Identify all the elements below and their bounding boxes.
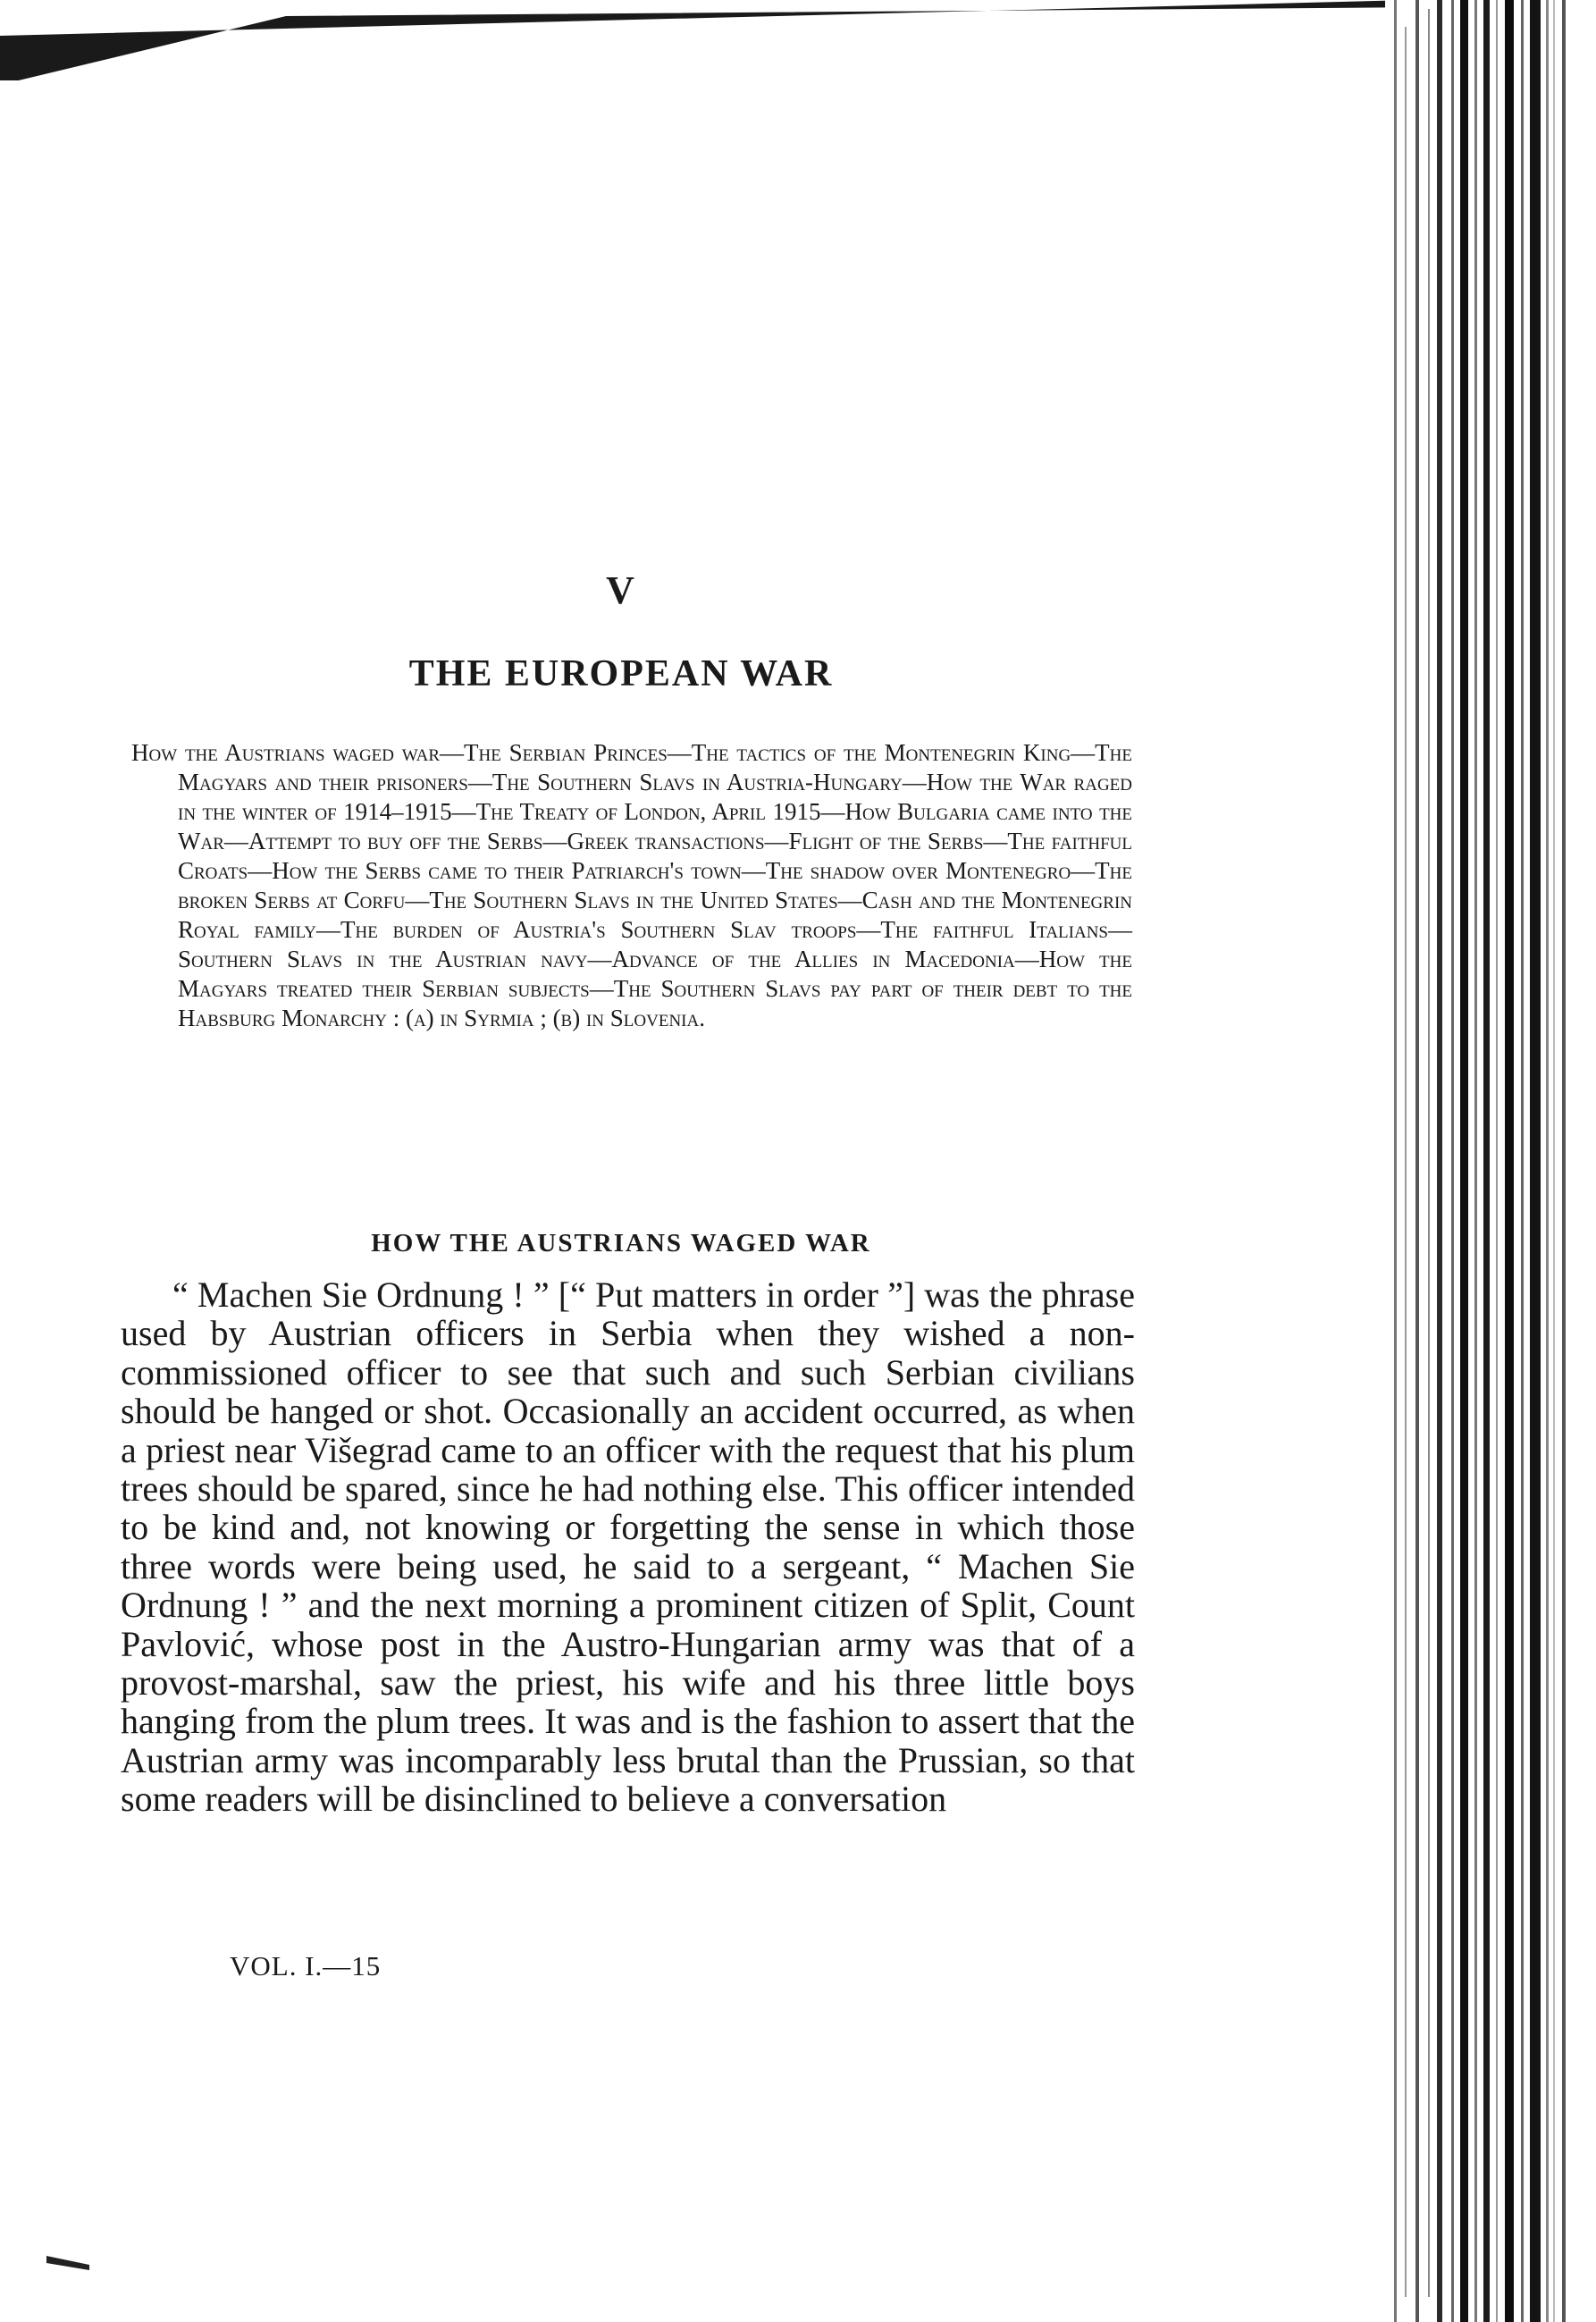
chapter-title: THE EUROPEAN WAR: [408, 653, 834, 694]
body-paragraph: “ Machen Sie Ordnung ! ” [“ Put matters in order ”] was the phrase used by Austrian officers in Serbia when they wished a non-commissioned officer to see that such and such Serbian civilians should be hanged or shot. Occasionally an accident occurred, as when a priest near Višegrad came to an officer with the request that his plum trees should be spared, since he had nothing else. This officer intended to be kind and, not knowing or forgetting the sense in which those three words were being used, he said to a sergeant, “ Machen Sie Ordnung ! ” and the next morning a prominent citizen of Split, Count Pavlović, whose post in the Austro-Hungarian army was that of a provost-marshal, saw the priest, his wife and his three little boys hanging from the plum trees. It was and is the fashion to assert that the Austrian army was incomparably less brutal than the Prussian, so that some readers will be disinclined to believe a conversation: [121, 1275, 1135, 1820]
section-heading: HOW THE AUSTRIANS WAGED WAR: [371, 1229, 871, 1258]
chapter-number: V: [606, 568, 636, 612]
scan-edge-shadow: [0, 0, 1430, 80]
book-spine-edge: [1385, 0, 1596, 2322]
chapter-synopsis: How the Austrians waged war—The Serbian Princes—The tactics of the Montenegrin King—The Magyars and their prisoners—The Southern Slavs in Austria-Hungary—How the War raged in the winter of 1914–1915—The Treaty of London, April 1915—How Bulgaria came into the War—Attempt to buy off the Serbs—Greek transactions—Flight of the Serbs—The faithful Croats—How the Serbs came to their Patriarch's town—The shadow over Montenegro—The broken Serbs at Corfu—The Southern Slavs in the United States—Cash and the Montenegrin Royal family—The burden of Austria's Southern Slav troops—The faithful Italians—Southern Slavs in the Austrian navy—Advance of the Allies in Macedonia—How the Magyars treated their Serbian subjects—The Southern Slavs pay part of their debt to the Habsburg Monarchy : (a) in Syrmia ; (b) in Slovenia.: [131, 739, 1132, 1031]
scan-corner-mark: [46, 2252, 89, 2270]
signature-mark: VOL. I.—15: [230, 1950, 382, 1981]
